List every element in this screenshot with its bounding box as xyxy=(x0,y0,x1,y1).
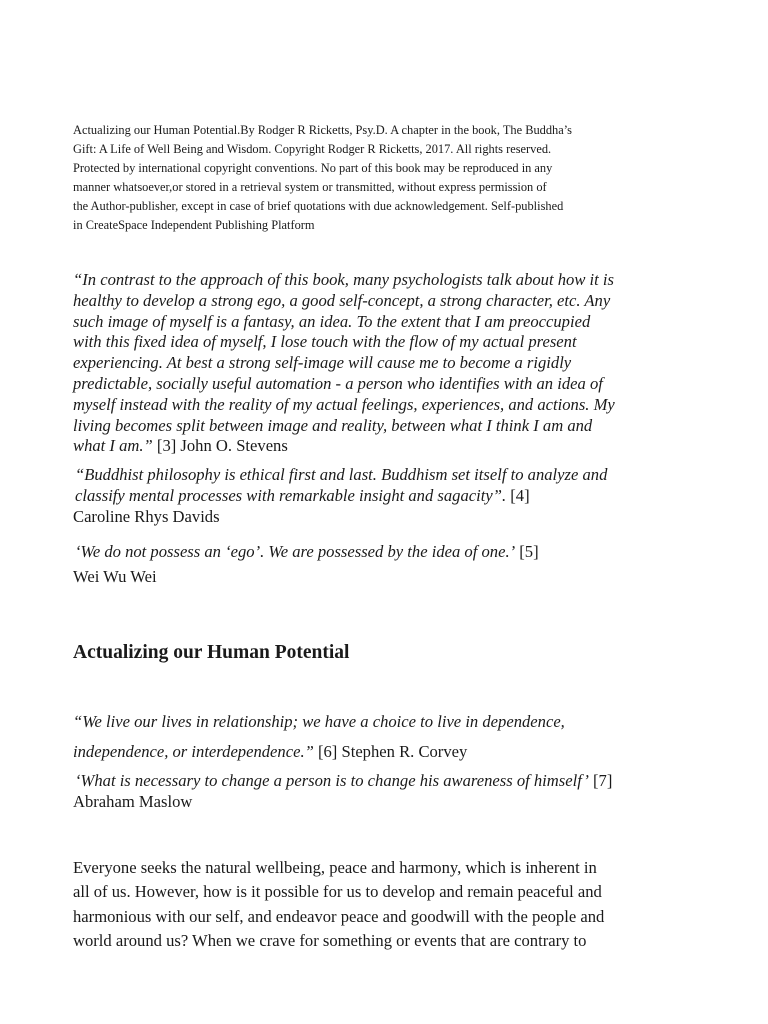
body-line: all of us. However, how is it possible for us to develop and remain peaceful and xyxy=(73,882,602,902)
copyright-line: Protected by international copyright conventions. No part of this book may be reproduced in any xyxy=(73,161,553,175)
quote-stevens xyxy=(73,270,703,457)
copyright-line: Actualizing our Human Potential.By Rodger R Ricketts, Psy.D. A chapter in the book, The Buddha’s xyxy=(73,123,573,137)
quote-line: such image of myself is a fantasy, an idea. To the extent that I am preoccupied xyxy=(73,311,591,331)
quote-reference: [5] xyxy=(515,542,539,561)
quote-reference: [7] xyxy=(588,771,613,790)
body-paragraph xyxy=(73,856,703,954)
quote-line: with this fixed idea of myself, I lose touch with the flow of my actual present xyxy=(73,332,577,352)
quote-line: ‘What is necessary to change a person is to change his awareness of himself’ xyxy=(75,771,589,790)
quote-last-line xyxy=(73,436,703,457)
quote-author: Abraham Maslow xyxy=(73,791,193,811)
quote-last-line xyxy=(75,771,705,792)
quote-reference: [4] xyxy=(506,485,530,505)
body-line: harmonious with our self, and endeavor peace and goodwill with the people and xyxy=(73,906,605,926)
quote-line: living becomes split between image and reality, between what I think I am and xyxy=(73,415,593,435)
quote-line: ‘We do not possess an ‘ego’. We are possessed by the idea of one.’ xyxy=(75,542,516,561)
quote-line: what I am.” xyxy=(73,436,153,456)
quote-last-line xyxy=(75,486,705,507)
body-line: world around us? When we crave for something or events that are contrary to xyxy=(73,931,587,951)
quote-line: myself instead with the reality of my actual feelings, experiences, and actions. My xyxy=(73,394,615,414)
quote-author: Wei Wu Wei xyxy=(73,566,157,586)
quote-last-line xyxy=(73,737,703,767)
quote-line: experiencing. At best a strong self-image will cause me to become a rigidly xyxy=(73,353,572,373)
copyright-line: Gift: A Life of Well Being and Wisdom. Copyright Rodger R Ricketts, 2017. All rights reserved. xyxy=(73,142,552,156)
body-line: Everyone seeks the natural wellbeing, peace and harmony, which is inherent in xyxy=(73,858,597,877)
quote-line: classify mental processes with remarkable insight and sagacity”. xyxy=(75,485,507,505)
quote-reference: [6] Stephen R. Corvey xyxy=(313,742,468,761)
section-heading: Actualizing our Human Potential xyxy=(73,642,350,663)
quote-last-line xyxy=(75,542,705,563)
quote-maslow xyxy=(75,771,705,813)
quote-weiwuwei xyxy=(75,542,705,588)
quote-author: Caroline Rhys Davids xyxy=(73,506,220,526)
quote-line: “Buddhist philosophy is ethical first and last. Buddhism set itself to analyze and xyxy=(75,465,608,484)
copyright-line: in CreateSpace Independent Publishing Platform xyxy=(73,218,315,232)
quote-reference: [3] John O. Stevens xyxy=(152,436,288,456)
quote-line: healthy to develop a strong ego, a good self-concept, a strong character, etc. Any xyxy=(73,290,611,310)
quote-line: independence, or interdependence.” xyxy=(73,742,314,761)
copyright-line: the Author-publisher, except in case of brief quotations with due acknowledgement. Self-published xyxy=(73,199,564,213)
quote-covey xyxy=(73,707,703,767)
quote-line: predictable, socially useful automation - a person who identifies with an idea of xyxy=(73,373,603,393)
quote-line: “We live our lives in relationship; we have a choice to live in dependence, xyxy=(73,712,565,731)
copyright-line: manner whatsoever,or stored in a retrieval system or transmitted, without express permission of xyxy=(73,180,547,194)
quote-davids xyxy=(75,465,705,527)
copyright-notice xyxy=(73,121,703,235)
quote-line: “In contrast to the approach of this book, many psychologists talk about how it is xyxy=(73,270,614,289)
